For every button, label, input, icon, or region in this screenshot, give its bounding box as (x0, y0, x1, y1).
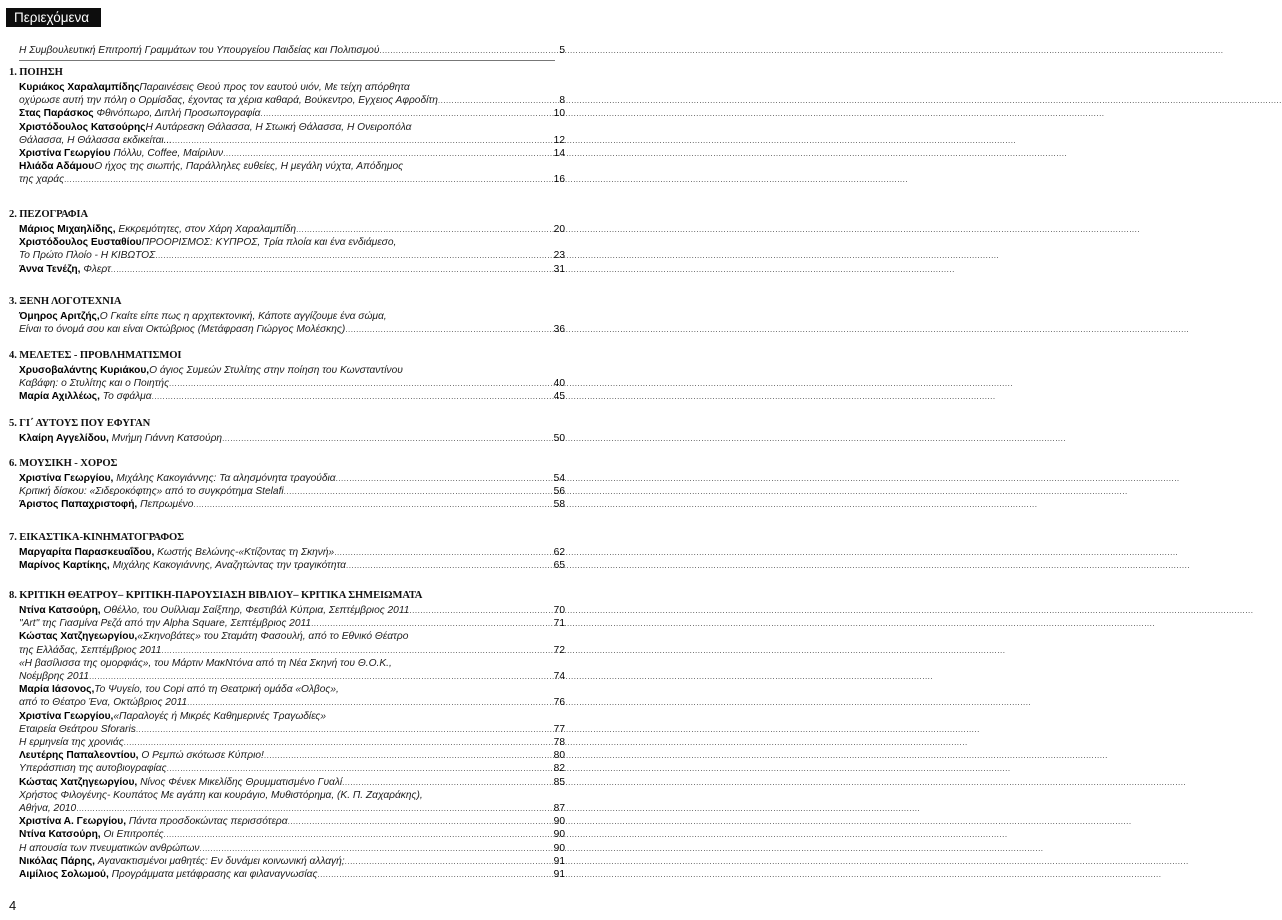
entry-page: 12 (553, 134, 565, 146)
entry-title: Πεπρωμένο (140, 499, 194, 511)
entry-title-continued: οχύρωσε αυτή την πόλη ο Ορμίσδας, έχοντας τα χέρια καθαρά, Βούκεντρο, Εγχειος Αφροδίτη (19, 95, 438, 107)
section-heading: 5. ΓΙ΄ ΑΥΤΟΥΣ ΠΟΥ ΕΦΥΓΑΝ (9, 418, 151, 429)
entry-title: Πάντα προσδοκώντας περισσότερα (128, 816, 288, 828)
toc-entry-line[interactable] (19, 683, 565, 696)
entry-title: Υπεράσπιση της αυτοβιογραφίας (19, 763, 167, 775)
entry-page: 91 (553, 855, 565, 867)
entry-page: 10 (553, 108, 565, 120)
dot-leader (200, 842, 553, 855)
entry-author: Μαρία Ιάσονος, (19, 684, 95, 696)
entry-author: Στας Παράσκος (19, 108, 94, 120)
toc-entry[interactable] (19, 94, 565, 107)
entry-title: Το σφάλμα (102, 391, 152, 403)
entry-title: Κριτική δίσκου: «Σιδεροκόφτης» από το συγκρότημα Stelafi (19, 486, 284, 498)
toc-entry[interactable] (19, 868, 565, 881)
dot-leader (161, 644, 552, 657)
entry-title: Η απουσία των πνευματικών ανθρώπων (19, 842, 200, 854)
entry-author: Χριστίνα Γεωργίου, (19, 473, 114, 484)
entry-page: 50 (553, 433, 565, 444)
dot-leader (223, 147, 553, 160)
entry-page: 5 (559, 45, 565, 56)
entry-title: «Σκηνοβάτες» του Σταμάτη Φασουλή, από το Εθνικό Θέατρο (137, 631, 409, 643)
entry-title: Οι Επιτροπές (103, 829, 164, 841)
dot-leader (379, 44, 558, 57)
entry-title-continued: Είναι το όνομά σου και είναι Οκτώβριος (Μετάφραση Γιώργος Μολέσκης) (19, 324, 346, 336)
entry-title: Οθέλλο, του Ουίλλιαμ Σαίξπηρ, Φεστιβάλ Κύπρια, Σεπτέμβριος 2011 (103, 605, 410, 616)
entry-title: ΠΡΟΟΡΙΣΜΟΣ: ΚΥΠΡΟΣ, Τρία πλοία και ένα ενδιάμεσο, (141, 237, 397, 249)
entry-page: 16 (553, 174, 565, 186)
entry-title: Φθινόπωρο, Διπλή Προσωπογραφία (96, 108, 261, 120)
page-number: 4 (9, 898, 17, 913)
toc-entry[interactable] (19, 173, 565, 186)
entry-page: 78 (553, 737, 565, 748)
dot-leader (311, 617, 553, 630)
entry-title: Προγράμματα μετάφρασης και φιλαναγνωσίας (111, 869, 318, 880)
entry-author: Κώστας Χατζηγεωργίου, (19, 776, 138, 788)
toc-entry[interactable] (19, 815, 565, 828)
entry-title-continued: Νοέμβρης 2011 (19, 671, 90, 682)
entry-author: Χριστίνα Γεωργίου, (19, 710, 114, 722)
entry-author: Κυριάκος Χαραλαμπίδης (19, 82, 140, 93)
entry-title-continued: της χαράς (19, 174, 65, 186)
entry-page: 40 (553, 378, 565, 390)
entry-page: 36 (553, 324, 565, 336)
dot-leader (152, 390, 553, 403)
toc-entry[interactable] (19, 223, 565, 236)
section-heading: 7. ΕΙΚΑΣΤΙΚΑ-ΚΙΝΗΜΑΤΟΓΡΑΦΟΣ (9, 532, 184, 543)
dot-leader (342, 776, 553, 789)
dot-leader (345, 323, 552, 336)
entry-title-continued: της Ελλάδας, Σεπτέμβριος 2011 (19, 644, 162, 656)
toc-entry[interactable] (19, 670, 565, 683)
dot-leader (169, 377, 553, 390)
dot-leader (111, 263, 553, 276)
toc-entry[interactable] (19, 323, 565, 336)
section-heading: 3. ΞΕΝΗ ΛΟΓΟΤΕΧΝΙΑ (9, 296, 122, 307)
dot-leader (284, 485, 553, 498)
entry-author: Κώστας Χατζηγεωργίου, (19, 631, 138, 643)
entry-title: Το Ψυγείο, του Copi από τη Θεατρική ομάδα «Ολβος», (94, 684, 339, 696)
dot-leader (438, 94, 558, 107)
dot-leader (409, 604, 552, 617)
toc-entry[interactable] (19, 842, 565, 855)
toc-entry[interactable] (19, 604, 565, 617)
toc-entry[interactable] (19, 107, 565, 120)
divider (19, 60, 555, 61)
entry-author: Χριστόδουλος Ευσταθίου (19, 237, 142, 249)
section-heading: 2. ΠΕΖΟΓΡΑΦΙΑ (9, 209, 88, 220)
toc-entry[interactable] (19, 644, 565, 657)
entry-author: Χριστίνα Α. Γεωργίου, (19, 816, 127, 828)
section-heading: 8. ΚΡΙΤΙΚΗ ΘΕΑΤΡΟΥ– ΚΡΙΤΙΚΗ-ΠΑΡΟΥΣΙΑΣΗ ΒΙΒΛΙΟΥ– ΚΡΙΤΙΚΑ ΣΗΜΕΙΩΜΑΤΑ (9, 590, 423, 601)
dot-leader (167, 762, 553, 775)
dot-leader (64, 173, 553, 186)
toc-entry[interactable] (19, 485, 565, 498)
dot-leader (136, 723, 553, 736)
entry-page: 74 (553, 671, 565, 682)
toc-entry[interactable] (19, 617, 565, 630)
entry-title: Ο Ρεμπώ σκότωσε Κύπριο! (141, 750, 264, 762)
entry-author: Χριστόδουλος Κατσούρης (19, 121, 146, 133)
section-heading: 6. ΜΟΥΣΙΚΗ - ΧΟΡΟΣ (9, 458, 118, 469)
dot-leader (172, 134, 553, 147)
toc-entry[interactable] (19, 147, 565, 160)
entry-title: Αγανακτισμένοι μαθητές: Εν δυνάμει κοινωνική αλλαγή; (97, 855, 345, 867)
entry-author: Μαργαρίτα Παρασκευαΐδου, (19, 547, 155, 558)
entry-author: Αιμίλιος Σολωμού, (19, 869, 109, 880)
entry-page: 72 (553, 644, 565, 656)
entry-author: Μαρία Αχιλλέως, (19, 391, 100, 403)
dot-leader (296, 223, 553, 236)
section-heading: 4. ΜΕΛΕΤΕΣ - ΠΡΟΒΛΗΜΑΤΙΣΜΟΙ (9, 350, 182, 361)
entry-author: Νικόλας Πάρης, (19, 855, 95, 867)
toc-entry-line[interactable] (19, 121, 565, 134)
toc-entry[interactable] (19, 546, 565, 559)
toc-entry-line[interactable] (19, 81, 565, 94)
entry-title: Μιχάλης Κακογιάννης: Τα αλησμόνητα τραγούδια (116, 473, 336, 484)
entry-author: Μαρίνος Καρτίκης, (19, 560, 110, 572)
toc-entry[interactable] (19, 134, 565, 147)
toc-entry[interactable] (19, 472, 565, 485)
entry-title: Φλερτ (83, 263, 111, 275)
toc-entry[interactable] (19, 263, 565, 276)
toc-entry[interactable] (19, 377, 565, 390)
toc-entry-line[interactable] (19, 310, 565, 323)
entry-author: Άριστος Παπαχριστοφή, (19, 499, 138, 511)
toc-entry[interactable] (19, 736, 565, 749)
entry-title-continued: Καβάφη: ο Στυλίτης και ο Ποιητής (19, 378, 170, 390)
dot-leader (155, 249, 552, 262)
entry-title: Η Αυτάρεσκη Θάλασσα, Η Στωική Θάλασσα, Η Ονειροπόλα (145, 121, 412, 133)
entry-title-continued: Αθήνα, 2010 (19, 803, 77, 814)
dot-leader (345, 855, 553, 868)
entry-title: Η Συμβουλευτική Επιτροπή Γραμμάτων του Υπουργείου Παιδείας και Πολιτισμού (19, 45, 380, 56)
entry-page: 77 (553, 723, 565, 735)
entry-author: Άννα Τενέζη, (19, 263, 81, 275)
entry-title: Μιχάλης Κακογιάννης, Αναζητώντας την τραγικότητα (112, 560, 346, 572)
entry-title: Ο άγιος Συμεών Στυλίτης στην ποίηση του Κωνσταντίνου (149, 365, 403, 376)
entry-title: Πόλλυ, Coffee, Μαίριλυν (113, 148, 224, 159)
entry-title: Μνήμη Γιάννη Κατσούρη (111, 433, 223, 444)
entry-title: «Η βασίλισσα της ομορφιάς», του Μάρτιν ΜακΝτόνα από τη Νέα Σκηνή του Θ.Ο.Κ., (19, 657, 392, 669)
entry-title-continued: Εταιρεία Θεάτρου Sforaris (19, 723, 136, 735)
toc-entry[interactable] (19, 855, 565, 868)
toc-entry-line[interactable] (19, 789, 565, 802)
toc-entry[interactable] (19, 723, 565, 736)
entry-title: Χρήστος Φιλογένης- Κουπάτος Με αγάπη και κουράγιο, Μυθιστόρημα, (Κ. Π. Ζαχαράκης), (19, 789, 423, 801)
dot-leader (164, 828, 553, 841)
entry-page: 23 (553, 250, 565, 262)
entry-page: 85 (553, 776, 565, 788)
entry-title: "Art" της Γιασμίνα Ρεζά από την Alpha Square, Σεπτέμβριος 2011 (19, 618, 312, 630)
entry-title-continued: από το Θέατρο Ένα, Οκτώβριος 2011 (19, 697, 188, 709)
entry-title: Εκκρεμότητες, στον Χάρη Χαραλαμπίδη (118, 224, 297, 235)
toc-entry[interactable] (19, 776, 565, 789)
dot-leader (288, 815, 553, 828)
toc-entry-line[interactable] (19, 160, 565, 173)
entry-page: 45 (553, 391, 565, 403)
entry-page: 56 (553, 486, 565, 498)
entry-title: Ο ήχος της σιωπής, Παράλληλες ευθείες, Η μεγάλη νύχτα, Απόδημος (94, 161, 404, 173)
entry-title: Παραινέσεις Θεού προς τον εαυτού υιόν, Με τείχη απόρθητα (139, 82, 410, 93)
entry-page: 20 (553, 224, 565, 235)
entry-page: 76 (553, 697, 565, 709)
toc-entry-line[interactable] (19, 657, 565, 670)
entry-page: 54 (553, 473, 565, 484)
entry-page: 90 (553, 842, 565, 854)
dot-leader (187, 696, 553, 709)
entry-author: Μάριος Μιχαηλίδης, (19, 224, 116, 235)
dot-leader (336, 472, 553, 485)
entry-author: Χριστίνα Γεωργίου (19, 148, 111, 159)
entry-page: 31 (553, 263, 565, 275)
entry-page: 65 (553, 560, 565, 572)
entry-author: Κλαίρη Αγγελίδου, (19, 433, 109, 444)
entry-author: Όμηρος Αριτζής, (19, 311, 100, 322)
entry-page: 62 (553, 547, 565, 558)
entry-page: 71 (553, 618, 565, 630)
entry-title-continued: Θάλασσα, Η Θάλασσα εκδικείται... (19, 134, 173, 146)
entry-title: Ο Γκαίτε είπε πως η αρχιτεκτονική, Κάποτε αγγίζουμε ένα σώμα, (99, 311, 387, 322)
toc-entry[interactable] (19, 559, 565, 572)
toc-entry[interactable] (19, 802, 565, 815)
toc-entry[interactable] (19, 696, 565, 709)
dot-leader (346, 559, 553, 572)
dot-leader (317, 868, 552, 881)
entry-author: Χρυσοβαλάντης Κυριάκου, (19, 365, 150, 376)
entry-author: Ντίνα Κατσούρη, (19, 829, 101, 841)
entry-page: 80 (553, 750, 565, 762)
dot-leader (193, 498, 552, 511)
entry-title: Η ερμηνεία της χρονιάς (19, 737, 124, 748)
entry-page: 87 (553, 803, 565, 814)
dot-leader (261, 107, 553, 120)
dot-leader (222, 432, 553, 445)
entry-page: 8 (559, 95, 565, 107)
toc-entry[interactable] (19, 390, 565, 403)
toc-entry-line[interactable] (19, 710, 565, 723)
entry-title: Κωστής Βελώνης-«Κτίζοντας τη Σκηνή» (157, 547, 335, 558)
entry-title: «Παραλογές ή Μικρές Καθημερινές Τραγωδίες» (113, 710, 327, 722)
section-heading: 1. ΠΟΙΗΣΗ (9, 67, 63, 78)
toc-entry[interactable] (19, 762, 565, 775)
entry-author: Ηλιάδα Αδάμου (19, 161, 95, 173)
toc-entry-intro[interactable] (19, 44, 565, 57)
toc-entry-line[interactable] (19, 364, 565, 377)
entry-page: 70 (553, 605, 565, 616)
dot-leader (76, 802, 552, 815)
entry-title: Νίνος Φένεκ Μικελίδης Θρυμματισμένο Γυαλί (140, 776, 343, 788)
entry-page: 90 (553, 816, 565, 828)
entry-page: 91 (553, 869, 565, 880)
toc-entry[interactable] (19, 498, 565, 511)
entry-author: Ντίνα Κατσούρη, (19, 605, 101, 616)
entry-author: Λευτέρης Παπαλεοντίου, (19, 750, 139, 762)
toc-entry-line[interactable] (19, 630, 565, 643)
entry-page: 90 (553, 829, 565, 841)
dot-leader (334, 546, 552, 559)
contents-header: Περιεχόμενα (6, 8, 101, 27)
toc-entry-line[interactable] (19, 236, 565, 249)
toc-entry[interactable] (19, 749, 565, 762)
entry-page: 14 (553, 148, 565, 159)
entry-page: 58 (553, 499, 565, 511)
dot-leader (124, 736, 553, 749)
dot-leader (264, 749, 553, 762)
entry-title-continued: Το Πρώτο Πλοίο - Η ΚΙΒΩΤΟΣ (19, 250, 156, 262)
toc-entry[interactable] (19, 828, 565, 841)
entry-page: 82 (553, 763, 565, 775)
dot-leader (89, 670, 553, 683)
toc-entry[interactable] (19, 249, 565, 262)
toc-entry[interactable] (19, 432, 565, 445)
